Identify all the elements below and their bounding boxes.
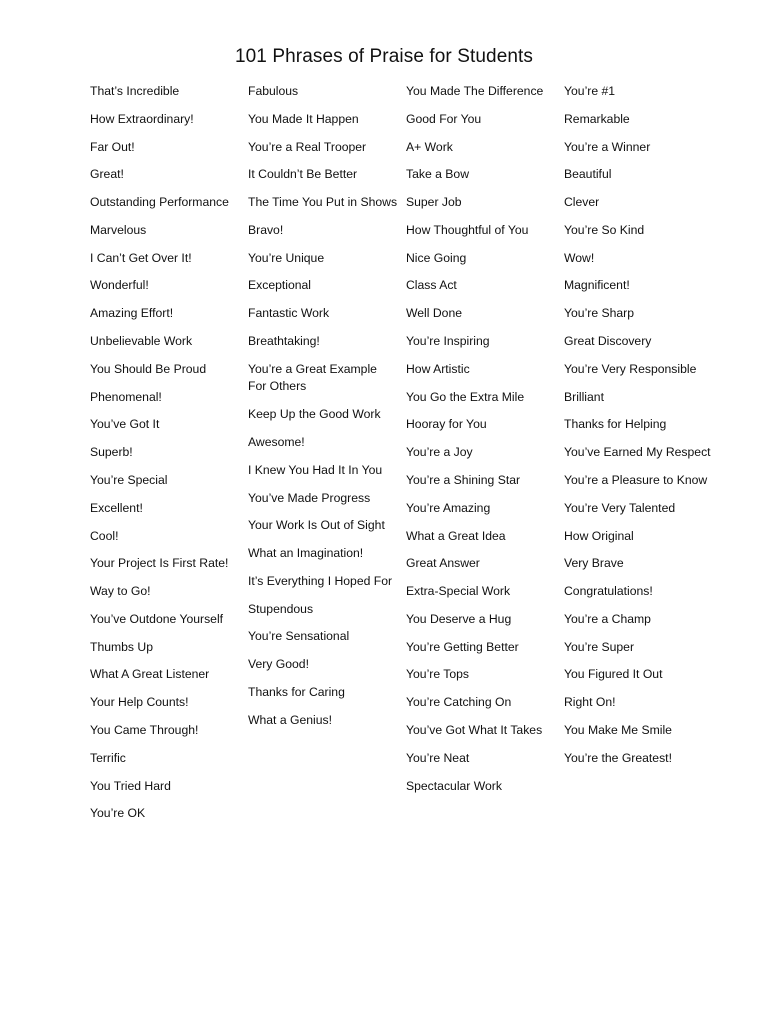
phrase-item: You’re Inspiring <box>406 334 490 349</box>
phrase-item: You Deserve a Hug <box>406 611 512 626</box>
phrase-item: Terrific <box>90 750 126 765</box>
phrase-item: Your Project Is First Rate! <box>90 556 229 571</box>
phrase-item: Bravo! <box>248 222 284 237</box>
phrase-item: Hooray for You <box>406 417 487 432</box>
phrase-item: Exceptional <box>248 278 312 293</box>
phrase-item: Super Job <box>406 195 462 210</box>
phrase-item: I Can’t Get Over It! <box>90 250 192 265</box>
phrase-item: How Extraordinary! <box>90 111 194 126</box>
phrase-item: You’re a Winner <box>564 139 651 154</box>
phrase-item: How Thoughtful of You <box>406 222 529 237</box>
phrase-item: You’re #1 <box>564 84 616 98</box>
phrase-item: Thanks for Caring <box>248 685 345 699</box>
phrase-item: You’ve Got It <box>90 417 160 432</box>
phrase-item: Way to Go! <box>90 584 151 599</box>
phrase-item: You’re Super <box>564 639 635 654</box>
phrase-item: You Made The Difference <box>406 84 544 98</box>
phrase-item: You’ve Got What It Takes <box>406 722 543 737</box>
phrase-item: You Should Be Proud <box>90 361 207 376</box>
phrase-item: Far Out! <box>90 139 135 154</box>
phrase-item: You’re Catching On <box>406 695 512 710</box>
phrase-column-4 <box>564 83 714 778</box>
phrase-item: You’ve Earned My Respect <box>564 445 711 460</box>
phrase-item: Great Answer <box>406 556 480 571</box>
phrase-item: You’ve Outdone Yourself <box>90 611 224 626</box>
phrase-item: Great Discovery <box>564 334 652 349</box>
phrase-item: You’re a Champ <box>564 611 651 626</box>
phrase-item: You’re OK <box>90 806 146 821</box>
phrase-item: You’re a Great Example For Others <box>248 361 377 394</box>
phrase-item: Unbelievable Work <box>90 334 193 349</box>
phrase-item: Wonderful! <box>90 278 149 293</box>
phrase-item: You’re Getting Better <box>406 639 519 654</box>
phrase-item: You’re Sharp <box>564 306 635 321</box>
phrase-item: Breathtaking! <box>248 334 320 349</box>
phrase-item: What A Great Listener <box>90 667 210 682</box>
phrase-item: You’re a Pleasure to Know <box>564 472 708 487</box>
phrase-item: Cool! <box>90 528 119 543</box>
phrase-item: Extra-Special Work <box>406 584 511 599</box>
phrase-item: It Couldn’t Be Better <box>248 167 358 182</box>
phrase-item: Fabulous <box>248 84 299 98</box>
phrase-item: You’re Unique <box>248 250 325 265</box>
phrase-item: Phenomenal! <box>90 389 162 404</box>
phrase-item: The Time You Put in Shows <box>248 195 398 210</box>
phrase-item: What a Genius! <box>248 712 332 727</box>
phrase-item: I Knew You Had It In You <box>248 462 383 477</box>
phrase-item: Fantastic Work <box>248 306 330 321</box>
phrase-item: Superb! <box>90 445 133 460</box>
phrase-item: You’re Amazing <box>406 500 491 515</box>
phrase-item: Take a Bow <box>406 167 470 182</box>
phrase-item: Stupendous <box>248 601 314 616</box>
phrase-item: Marvelous <box>90 222 147 237</box>
phrase-item: You’re a Joy <box>406 445 473 460</box>
phrase-item: Thanks for Helping <box>564 417 667 432</box>
phrase-item: Your Help Counts! <box>90 695 189 710</box>
phrase-item: Brilliant <box>564 389 604 404</box>
phrase-item: Amazing Effort! <box>90 306 174 321</box>
page-title: 101 Phrases of Praise for Students <box>234 46 534 67</box>
phrase-item: Right On! <box>564 695 616 710</box>
phrase-item: What a Great Idea <box>406 528 506 543</box>
phrase-item: You’re Special <box>90 472 168 487</box>
phrase-item: You’re a Shining Star <box>406 472 521 487</box>
phrase-item: Class Act <box>406 278 457 293</box>
phrase-item: Clever <box>564 195 600 210</box>
phrase-item: You’re Tops <box>406 667 470 682</box>
phrase-item: You Go the Extra Mile <box>406 389 525 404</box>
phrase-item: Very Good! <box>248 657 309 672</box>
phrase-item: You’ve Made Progress <box>248 490 371 505</box>
phrase-item: You’re Neat <box>406 750 470 765</box>
phrase-column-2 <box>248 83 398 740</box>
phrase-item: You’re Very Responsible <box>564 361 697 376</box>
phrase-item: Well Done <box>406 306 462 321</box>
phrase-item: Outstanding Performance <box>90 195 229 210</box>
phrase-item: You Figured It Out <box>564 667 663 682</box>
phrase-item: You’re So Kind <box>564 222 645 237</box>
phrase-item: Keep Up the Good Work <box>248 407 381 422</box>
phrase-item: You Came Through! <box>90 722 199 737</box>
phrase-item: It’s Everything I Hoped For <box>248 573 393 588</box>
phrase-item: That’s Incredible <box>90 84 180 98</box>
phrase-item: Great! <box>90 167 124 182</box>
phrase-item: How Original <box>564 528 634 543</box>
phrase-item: You’re the Greatest! <box>564 750 672 765</box>
phrase-item: A+ Work <box>406 139 453 154</box>
phrase-item: You’re Sensational <box>248 629 350 644</box>
phrase-item: You Make Me Smile <box>564 722 672 737</box>
phrase-item: Good For You <box>406 111 482 126</box>
phrase-item: Awesome! <box>248 434 305 449</box>
phrase-item: Magnificent! <box>564 278 630 293</box>
phrase-item: Wow! <box>564 250 595 265</box>
phrase-item: Nice Going <box>406 250 467 265</box>
phrase-item: You Tried Hard <box>90 778 171 793</box>
phrase-item: Very Brave <box>564 556 624 571</box>
phrase-item: Beautiful <box>564 167 612 182</box>
phrase-column-1 <box>90 83 240 833</box>
phrase-item: Thumbs Up <box>90 639 153 654</box>
phrase-item: Your Work Is Out of Sight <box>248 518 385 533</box>
phrase-item: You’re a Real Trooper <box>248 139 367 154</box>
phrase-item: Congratulations! <box>564 584 653 599</box>
phrase-item: You Made It Happen <box>248 111 359 126</box>
phrase-item: Excellent! <box>90 500 143 515</box>
phrase-item: Remarkable <box>564 111 630 126</box>
phrase-column-3 <box>406 83 556 805</box>
phrase-item: You’re Very Talented <box>564 500 676 515</box>
phrase-item: Spectacular Work <box>406 778 502 793</box>
phrase-item: What an Imagination! <box>248 546 364 561</box>
phrase-item: How Artistic <box>406 361 470 376</box>
